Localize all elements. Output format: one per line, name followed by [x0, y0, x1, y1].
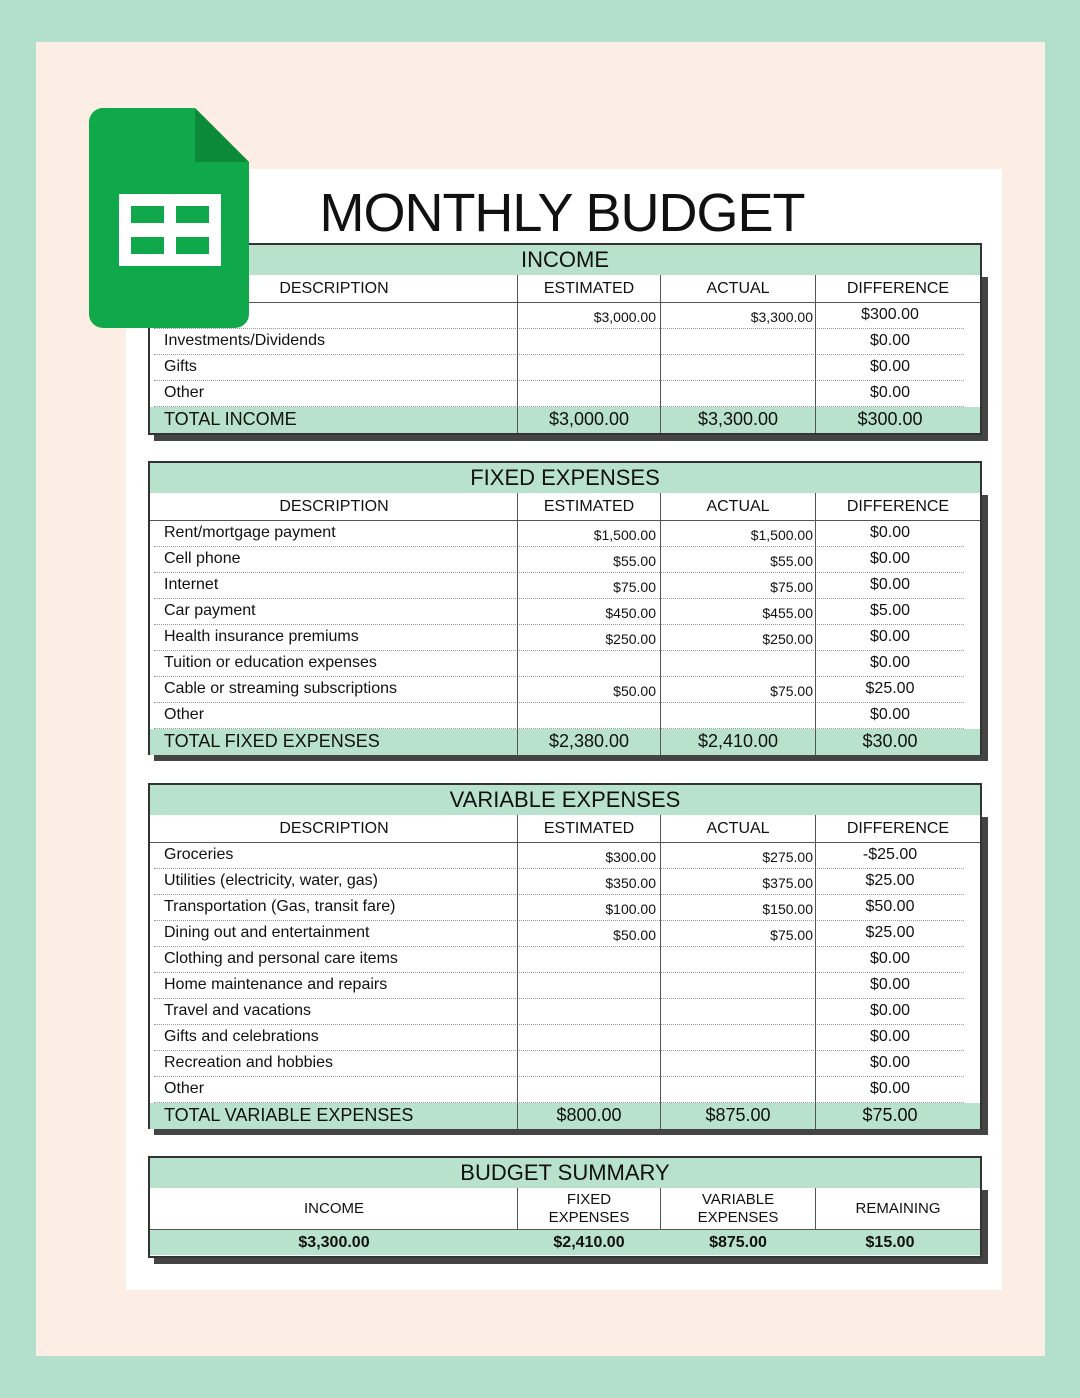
fixed-column-headers: [150, 493, 980, 521]
row-difference: $0.00: [869, 1054, 911, 1071]
row-description: Other: [164, 706, 205, 723]
row-description: Health insurance premiums: [164, 628, 359, 645]
row-actual: $275.00: [762, 849, 813, 865]
row-difference: $25.00: [865, 680, 915, 697]
table-row: [150, 703, 980, 729]
row-difference: $0.00: [869, 976, 911, 993]
row-difference: $0.00: [869, 628, 911, 645]
table-row: [150, 599, 980, 625]
row-description: Other: [164, 1080, 205, 1097]
row-description: Tuition or education expenses: [164, 654, 377, 671]
table-row: [150, 329, 980, 355]
fixed-expenses-table: [148, 461, 982, 755]
row-description: Internet: [164, 576, 219, 593]
row-description: Utilities (electricity, water, gas): [164, 872, 378, 889]
fixed-total-row: [150, 729, 980, 755]
table-row: [150, 521, 980, 547]
row-estimated: $1,500.00: [593, 527, 656, 543]
row-difference: $0.00: [869, 576, 911, 593]
row-difference: $5.00: [869, 602, 911, 619]
row-description: Recreation and hobbies: [164, 1054, 334, 1071]
row-estimated: $300.00: [605, 849, 656, 865]
row-difference: $0.00: [869, 706, 911, 723]
table-row: [150, 999, 980, 1025]
column-header-actual: ACTUAL: [706, 820, 770, 837]
table-row: [150, 843, 980, 869]
summary-income-value: $3,300.00: [298, 1234, 370, 1251]
row-description: Travel and vacations: [164, 1002, 312, 1019]
row-actual: $150.00: [762, 901, 813, 917]
budget-summary-header: BUDGET SUMMARY: [148, 1156, 982, 1190]
row-description: Home maintenance and repairs: [164, 976, 388, 993]
row-difference: -$25.00: [862, 846, 918, 863]
table-row: [150, 625, 980, 651]
row-difference: $300.00: [861, 306, 919, 323]
summary-values-row: [150, 1229, 980, 1255]
row-description: Gifts: [164, 358, 197, 375]
row-estimated: $50.00: [613, 927, 656, 943]
row-difference: $0.00: [869, 1002, 911, 1019]
row-estimated: $3,000.00: [593, 309, 656, 325]
table-row: [150, 651, 980, 677]
row-actual: $75.00: [770, 683, 813, 699]
row-difference: $0.00: [869, 1028, 911, 1045]
total-estimated: $2,380.00: [548, 731, 630, 751]
column-header-estimated: ESTIMATED: [543, 820, 635, 837]
row-description: Cable or streaming subscriptions: [164, 680, 397, 697]
summary-income-label: INCOME: [304, 1200, 364, 1217]
row-actual: $250.00: [762, 631, 813, 647]
row-difference: $50.00: [865, 898, 915, 915]
table-row: [150, 921, 980, 947]
table-row: [150, 973, 980, 999]
row-actual: $75.00: [770, 927, 813, 943]
fixed-expenses-header: FIXED EXPENSES: [148, 461, 982, 495]
variable-expenses-body: [148, 815, 982, 1129]
variable-expenses-table: [148, 783, 982, 1129]
row-actual: $1,500.00: [750, 527, 813, 543]
row-description: Transportation (Gas, transit fare): [164, 898, 396, 915]
column-header-description: DESCRIPTION: [279, 820, 389, 837]
income-column-headers: [150, 275, 980, 303]
variable-total-row: [150, 1103, 980, 1129]
table-row: [150, 1077, 980, 1103]
column-header-description: DESCRIPTION: [279, 498, 389, 515]
row-description: Rent/mortgage payment: [164, 524, 336, 541]
summary-remaining-label: REMAINING: [855, 1200, 941, 1217]
summary-fixed-label: FIXED EXPENSES: [548, 1191, 630, 1226]
row-difference: $0.00: [869, 550, 911, 567]
total-estimated: $800.00: [556, 1105, 622, 1125]
summary-fixed-value: $2,410.00: [553, 1234, 625, 1251]
row-description: Other: [164, 384, 205, 401]
row-estimated: $100.00: [605, 901, 656, 917]
column-header-actual: ACTUAL: [706, 280, 770, 297]
table-row: [150, 547, 980, 573]
summary-column-headers: [150, 1188, 980, 1230]
row-difference: $0.00: [869, 654, 911, 671]
google-sheets-icon: [89, 108, 249, 328]
table-row: [150, 869, 980, 895]
column-header-estimated: ESTIMATED: [543, 280, 635, 297]
income-table: [148, 243, 982, 435]
table-row: [150, 355, 980, 381]
row-description: Cell phone: [164, 550, 241, 567]
total-actual: $3,300.00: [697, 409, 779, 429]
total-difference: $30.00: [862, 731, 918, 751]
row-description: Investments/Dividends: [164, 332, 325, 349]
row-description: Car payment: [164, 602, 256, 619]
budget-summary-body: [148, 1188, 982, 1258]
summary-remaining-value: $15.00: [865, 1234, 915, 1251]
row-difference: $0.00: [869, 950, 911, 967]
row-difference: $0.00: [869, 332, 911, 349]
summary-variable-value: $875.00: [709, 1234, 767, 1251]
table-row: [150, 1025, 980, 1051]
total-label: TOTAL VARIABLE EXPENSES: [164, 1105, 414, 1125]
column-header-actual: ACTUAL: [706, 498, 770, 515]
total-label: TOTAL FIXED EXPENSES: [164, 731, 380, 751]
table-row: [150, 1051, 980, 1077]
table-row: [150, 303, 980, 329]
summary-variable-label: VARIABLE EXPENSES: [697, 1191, 779, 1226]
budget-summary-table: [148, 1156, 982, 1258]
row-description: Clothing and personal care items: [164, 950, 398, 967]
table-row: [150, 573, 980, 599]
row-difference: $25.00: [865, 924, 915, 941]
table-row: [150, 677, 980, 703]
total-actual: $875.00: [705, 1105, 771, 1125]
income-total-row: [150, 407, 980, 433]
row-description: Groceries: [164, 846, 234, 863]
row-estimated: $250.00: [605, 631, 656, 647]
table-row: [150, 947, 980, 973]
income-body: [148, 275, 982, 435]
column-header-difference: DIFFERENCE: [846, 280, 950, 297]
row-estimated: $75.00: [613, 579, 656, 595]
row-estimated: $350.00: [605, 875, 656, 891]
page-title: MONTHLY BUDGET: [319, 183, 805, 243]
row-difference: $0.00: [869, 358, 911, 375]
fixed-expenses-body: [148, 493, 982, 755]
table-row: [150, 895, 980, 921]
variable-expenses-header: VARIABLE EXPENSES: [148, 783, 982, 817]
row-actual: $455.00: [762, 605, 813, 621]
total-difference: $75.00: [862, 1105, 918, 1125]
column-header-estimated: ESTIMATED: [543, 498, 635, 515]
column-header-description: DESCRIPTION: [279, 280, 389, 297]
row-actual: $375.00: [762, 875, 813, 891]
row-estimated: $50.00: [613, 683, 656, 699]
total-estimated: $3,000.00: [548, 409, 630, 429]
row-actual: $3,300.00: [750, 309, 813, 325]
row-difference: $0.00: [869, 524, 911, 541]
row-difference: $25.00: [865, 872, 915, 889]
total-difference: $300.00: [857, 409, 923, 429]
row-description: Gifts and celebrations: [164, 1028, 319, 1045]
column-header-difference: DIFFERENCE: [846, 820, 950, 837]
variable-column-headers: [150, 815, 980, 843]
row-actual: $75.00: [770, 579, 813, 595]
table-row: [150, 381, 980, 407]
income-header: INCOME: [148, 243, 982, 277]
row-difference: $0.00: [869, 384, 911, 401]
column-header-difference: DIFFERENCE: [846, 498, 950, 515]
total-actual: $2,410.00: [697, 731, 779, 751]
row-estimated: $55.00: [613, 553, 656, 569]
row-difference: $0.00: [869, 1080, 911, 1097]
total-label: TOTAL INCOME: [164, 409, 297, 429]
row-description: Dining out and entertainment: [164, 924, 370, 941]
row-estimated: $450.00: [605, 605, 656, 621]
row-actual: $55.00: [770, 553, 813, 569]
